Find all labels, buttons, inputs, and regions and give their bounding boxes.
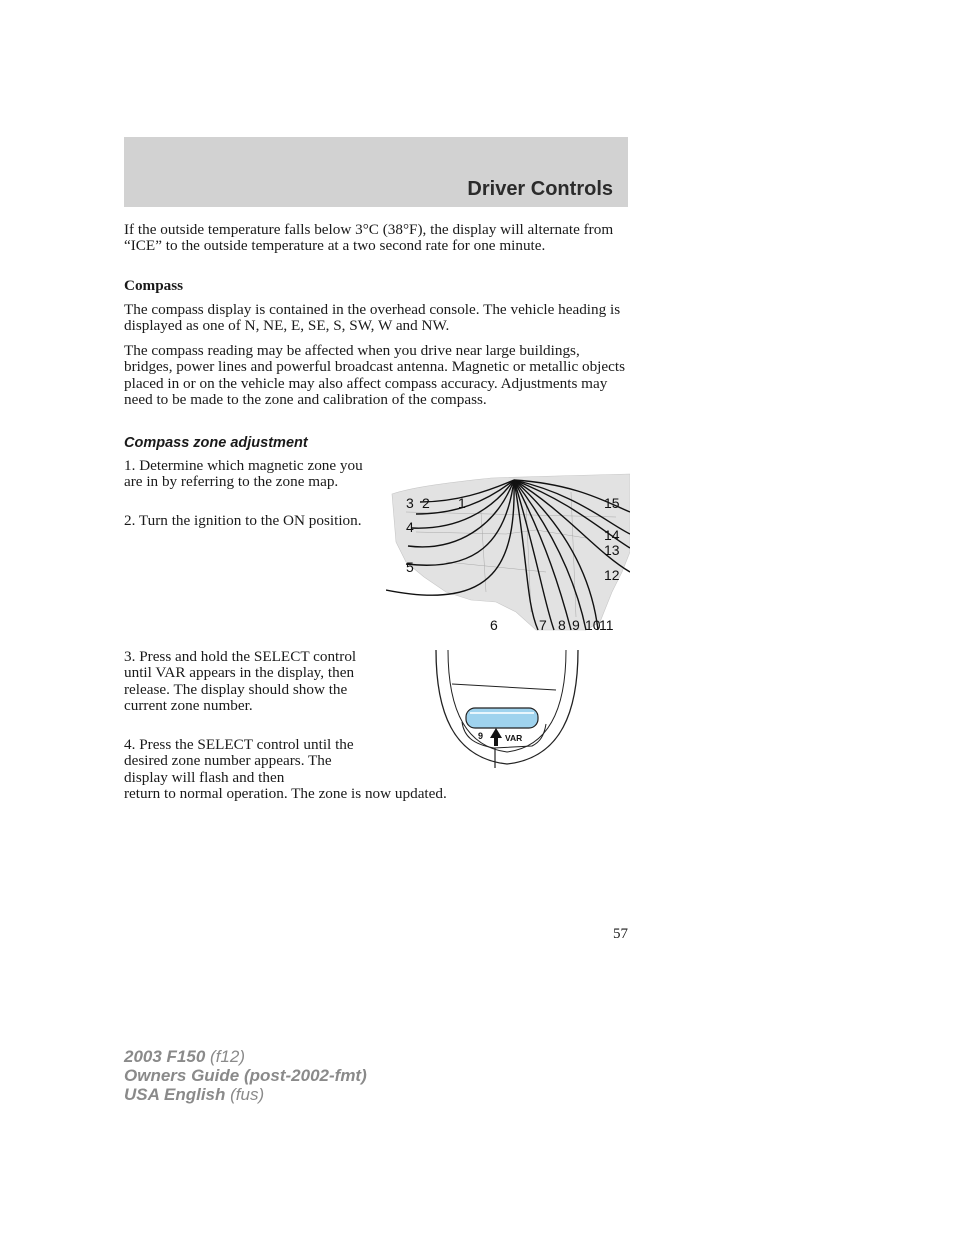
zone-label-7: 7: [539, 617, 547, 633]
zone-label-14: 14: [604, 527, 620, 543]
zone-label-1: 1: [458, 495, 466, 511]
zone-label-6: 6: [490, 617, 498, 633]
var-indicator: VAR: [505, 733, 523, 743]
step-4: 4. Press the SELECT control until the desired zone number appears. The display will flash and then: [124, 736, 354, 786]
footer-line-2: Owners Guide (post-2002-fmt): [124, 1066, 367, 1085]
zone-label-9: 9: [572, 617, 580, 633]
step-2: 2. Turn the ignition to the ON position.: [124, 512, 362, 529]
paragraph-ice: If the outside temperature falls below 3°C (38°F), the display will alternate from “ICE” to the outside temperature at a two second rate for one minute.: [124, 221, 614, 255]
zone-label-10: 10: [585, 617, 601, 633]
paragraph-compass-reading: The compass reading may be affected when you drive near large buildings, bridges, power lines and powerful broadcast antenna. Magnetic or metallic objects placed in or on the vehicle may also affect compass accuracy. Adjustments may need to be made to the zone and calibration of the compass.: [124, 342, 626, 409]
footer-line-3: USA English (fus): [124, 1085, 265, 1104]
page-number: 57: [613, 926, 628, 942]
zone-label-12: 12: [604, 567, 620, 583]
zone-label-4: 4: [406, 519, 414, 535]
footer-line-1: 2003 F150 (f12): [124, 1047, 245, 1066]
select-lens: [466, 708, 538, 728]
step-1: 1. Determine which magnetic zone you are in by referring to the zone map.: [124, 457, 363, 491]
zone-label-13: 13: [604, 542, 620, 558]
step-4-continued: return to normal operation. The zone is now updated.: [124, 785, 447, 802]
zone-adjustment-heading: Compass zone adjustment: [124, 435, 308, 451]
paragraph-compass-display: The compass display is contained in the overhead console. The vehicle heading is displayed as one of N, NE, E, SE, S, SW, W and NW.: [124, 301, 621, 335]
zone-label-3: 3: [406, 495, 414, 511]
zone-label-15: 15: [604, 495, 620, 511]
zone-map-figure: [386, 472, 630, 634]
document-footer: [124, 1047, 367, 1104]
zone-label-2: 2: [422, 495, 430, 511]
zone-label-5: 5: [406, 559, 414, 575]
compass-heading: Compass: [124, 277, 184, 294]
zone-number-display: 9: [478, 731, 484, 741]
chapter-title: Driver Controls: [467, 178, 613, 200]
overhead-console-figure: [432, 650, 582, 768]
step-3: 3. Press and hold the SELECT control until VAR appears in the display, then release. The display should show the current zone number.: [124, 648, 357, 715]
chapter-header: [124, 137, 628, 207]
zone-label-11: 11: [599, 617, 614, 633]
zone-label-8: 8: [558, 617, 566, 633]
console-seam: [452, 684, 556, 690]
up-arrow-icon: [490, 728, 502, 746]
